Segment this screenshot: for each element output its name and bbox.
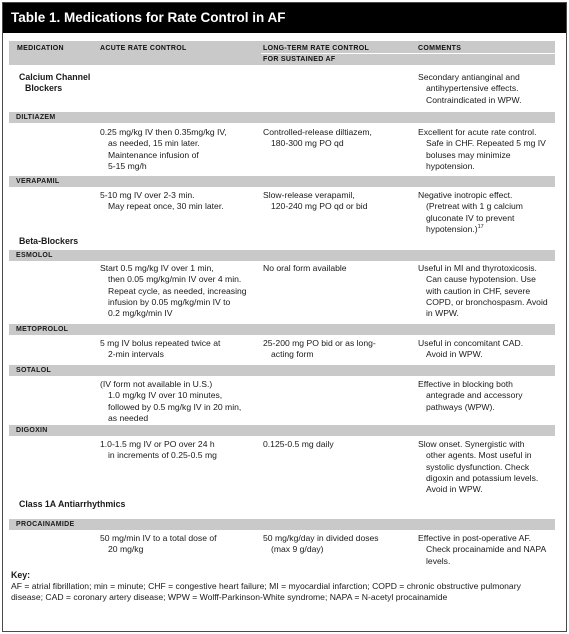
section-label: Blockers [25, 83, 63, 94]
diltiazem-long-term [263, 127, 372, 150]
cell-line: followed by 0.5 mg/kg IV in 20 min, [108, 401, 242, 412]
digoxin-acute [100, 439, 217, 462]
key-line: disease; CAD = coronary artery disease; WPW = Wolff-Parkinson-White syndrome; NAPA = N-acetyl procainamide [11, 592, 448, 603]
cell-line: 20 mg/kg [108, 544, 144, 555]
section-label: Beta-Blockers [19, 236, 79, 246]
cell-line: gluconate IV to prevent [426, 212, 515, 223]
diltiazem-comments [418, 127, 546, 172]
cell-line: 0.25 mg/kg IV then 0.35mg/kg IV, [100, 127, 227, 137]
cell-line: in increments of 0.25-0.5 mg [108, 450, 217, 461]
drug-band-metoprolol [9, 324, 555, 335]
cell-line: Excellent for acute rate control. [418, 127, 537, 137]
diltiazem-acute [100, 127, 227, 172]
table-title: Table 1. Medications for Rate Control in AF [3, 3, 566, 33]
cell-line: Check procainamide and NAPA [426, 544, 547, 555]
cell-line: 120-240 mg PO qd or bid [271, 201, 368, 212]
cell-text: hypotension.) [426, 223, 478, 234]
cell-line: No oral form available [263, 263, 347, 273]
cell-line: 2-min intervals [108, 349, 164, 360]
procainamide-long-term [263, 533, 379, 556]
cell-line: levels. [426, 555, 451, 566]
cell-line: Useful in concomitant CAD. [418, 338, 524, 348]
cell-line: antegrade and accessory [426, 390, 523, 401]
esmolol-acute [100, 263, 247, 319]
cell-line: then 0.05 mg/kg/min IV over 4 min. [108, 274, 242, 285]
cell-line: acting form [271, 349, 314, 360]
key-text [11, 581, 521, 604]
cell-line: Slow onset. Synergistic with [418, 439, 525, 449]
esmolol-comments [418, 263, 548, 319]
cell-line: as needed [108, 412, 149, 423]
cell-line: in WPW. [426, 308, 459, 319]
cell-line: 1.0-1.5 mg IV or PO over 24 h [100, 439, 215, 449]
procainamide-comments [418, 533, 546, 567]
cell-line [418, 224, 523, 235]
cell-line: Effective in post-operative AF. [418, 533, 532, 543]
drug-name: VERAPAMIL [16, 178, 60, 185]
cell-line: May repeat once, 30 min later. [108, 201, 224, 212]
header-medication: MEDICATION [17, 45, 64, 52]
cell-line: 50 mg/kg/day in divided doses [263, 533, 379, 543]
reference-superscript: 17 [477, 224, 484, 231]
metoprolol-acute [100, 338, 220, 361]
cell-line: hypotension. [426, 160, 475, 171]
drug-band-verapamil [9, 176, 555, 187]
table-header-row [9, 41, 555, 65]
cell-line: Avoid in WPW. [426, 484, 483, 495]
section-beta-blockers [19, 236, 78, 247]
cell-line: 5-10 mg IV over 2-3 min. [100, 190, 195, 200]
cell-line: Start 0.5 mg/kg IV over 1 min, [100, 263, 214, 273]
cell-line: 50 mg/min IV to a total dose of [100, 533, 217, 543]
cell-line: Negative inotropic effect. [418, 190, 513, 200]
verapamil-comments [418, 190, 523, 235]
cell-line: infusion by 0.05 mg/kg/min IV to [108, 296, 231, 307]
cell-line: Maintenance infusion of [108, 149, 199, 160]
cell-line: Safe in CHF. Repeated 5 mg IV [426, 138, 546, 149]
comment-line: Contraindicated in WPW. [426, 94, 522, 105]
section-class-1a-antiarrhythmics [19, 499, 125, 510]
metoprolol-comments [418, 338, 523, 361]
drug-name: DIGOXIN [16, 427, 48, 434]
drug-name: SOTALOL [16, 367, 52, 374]
drug-band-esmolol [9, 250, 555, 261]
section-label: Class 1A Antiarrhythmics [19, 499, 126, 509]
section-calcium-channel-blockers [19, 72, 90, 95]
verapamil-acute [100, 190, 224, 213]
cell-line: systolic dysfunction. Check [426, 461, 530, 472]
key-line: AF = atrial fibrillation; min = minute; CHF = congestive heart failure; MI = myocardial infarction; COPD = chronic obstructive pulmonary [11, 581, 521, 591]
cell-line: (max 9 g/day) [271, 544, 324, 555]
sotalol-comments [418, 379, 523, 413]
cell-line: COPD, or bronchospasm. Avoid [426, 296, 548, 307]
drug-band-digoxin [9, 425, 555, 436]
cell-line: (IV form not available in U.S.) [100, 379, 213, 389]
drug-name: ESMOLOL [16, 252, 53, 259]
cell-line: Useful in MI and thyrotoxicosis. [418, 263, 537, 273]
cell-line: 25-200 mg PO bid or as long- [263, 338, 376, 348]
cell-line: as needed, 15 min later. [108, 138, 200, 149]
header-divider [261, 53, 555, 54]
comment-line: antihypertensive effects. [426, 83, 519, 94]
procainamide-acute [100, 533, 217, 556]
esmolol-long-term [263, 263, 347, 274]
cell-line: Effective in blocking both [418, 379, 513, 389]
header-acute: ACUTE RATE CONTROL [100, 45, 187, 52]
cell-line: 0.125-0.5 mg daily [263, 439, 334, 449]
header-comments: COMMENTS [418, 45, 462, 52]
cell-line: 5-15 mg/h [108, 160, 147, 171]
header-long-term-1: LONG-TERM RATE CONTROL [263, 45, 370, 52]
drug-name: DILTIAZEM [16, 114, 56, 121]
comment-line: Secondary antianginal and [418, 72, 520, 82]
drug-band-sotalol [9, 365, 555, 376]
cell-line: Can cause hypotension. Use [426, 274, 536, 285]
cell-line: 1.0 mg/kg IV over 10 minutes, [108, 390, 223, 401]
cell-line: 0.2 mg/kg/min IV [108, 308, 173, 319]
digoxin-long-term [263, 439, 334, 450]
cell-line: pathways (WPW). [426, 401, 495, 412]
cell-line: 180-300 mg PO qd [271, 138, 344, 149]
verapamil-long-term [263, 190, 368, 213]
cell-line: digoxin and potassium levels. [426, 472, 539, 483]
cell-line: 5 mg IV bolus repeated twice at [100, 338, 221, 348]
cell-line: boluses may minimize [426, 149, 511, 160]
cell-line: Avoid in WPW. [426, 349, 483, 360]
cell-line: with caution in CHF, severe [426, 285, 531, 296]
drug-band-procainamide [9, 519, 555, 530]
cell-line: other agents. Most useful in [426, 450, 532, 461]
drug-name: METOPROLOL [16, 326, 69, 333]
sotalol-acute [100, 379, 241, 424]
calcium-comments [418, 72, 522, 106]
cell-line: Repeat cycle, as needed, increasing [108, 285, 247, 296]
metoprolol-long-term [263, 338, 376, 361]
header-long-term-2: FOR SUSTAINED AF [263, 56, 336, 63]
cell-line: Controlled-release diltiazem, [263, 127, 372, 137]
cell-line: Slow-release verapamil, [263, 190, 355, 200]
section-label: Calcium Channel [19, 72, 91, 82]
cell-line: (Pretreat with 1 g calcium [426, 201, 523, 212]
key-label: Key: [11, 570, 31, 580]
digoxin-comments [418, 439, 538, 495]
drug-band-diltiazem [9, 112, 555, 123]
drug-name: PROCAINAMIDE [16, 521, 75, 528]
